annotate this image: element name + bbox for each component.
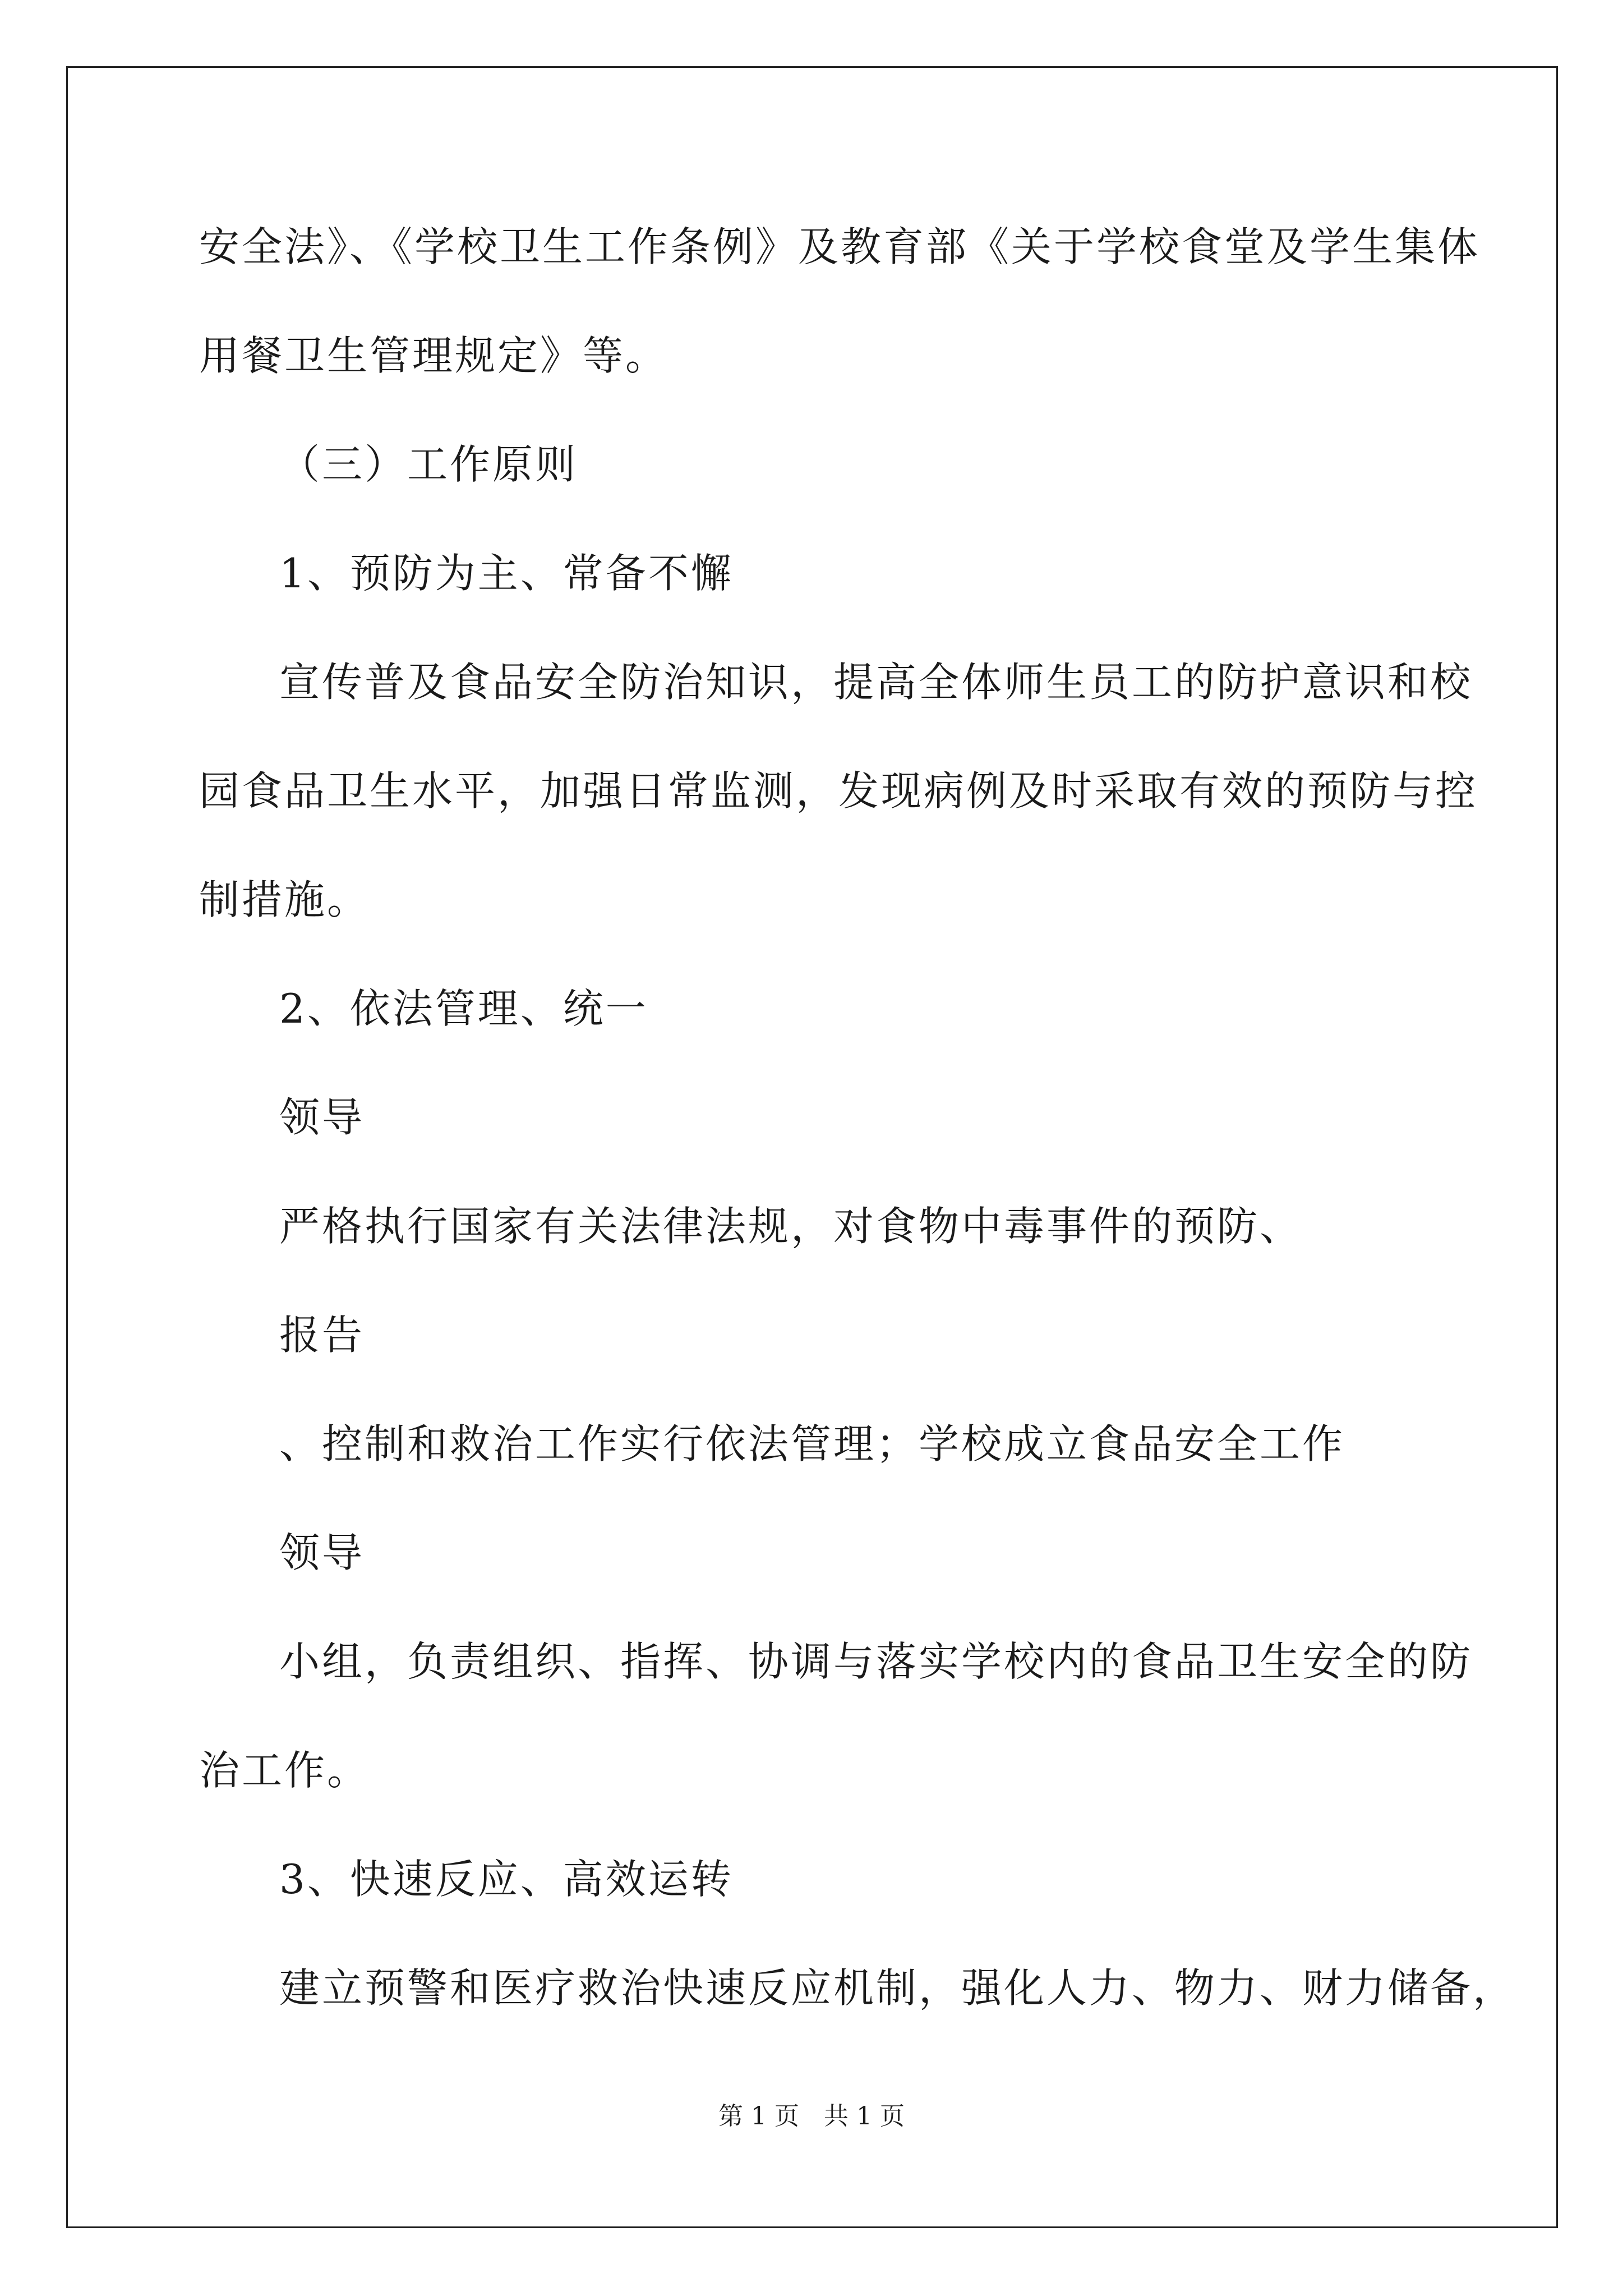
principle-heading-1: 1、预防为主、常备不懈 (279, 550, 734, 597)
text-line-10: 严格执行国家有关法律法规，对食物中毒事件的预防、 (279, 1203, 1303, 1250)
text-line-7: 制措施。 (199, 876, 370, 923)
text-line-11: 报告 (279, 1312, 365, 1359)
text-line-15: 治工作。 (199, 1747, 370, 1794)
principle-heading-3: 3、快速反应、高效运转 (279, 1856, 734, 1903)
principle-heading-2: 2、依法管理、统一 (279, 985, 648, 1032)
text-line-14: 小组，负责组织、指挥、协调与落实学校内的食品卫生安全的防 (279, 1638, 1473, 1685)
text-line-17: 建立预警和医疗救治快速反应机制，强化人力、物力、财力储备， (279, 1964, 1516, 2012)
page-border (66, 66, 1558, 2228)
section-heading: （三）工作原则 (279, 441, 578, 488)
text-line-13: 领导 (279, 1529, 365, 1576)
text-line-12: 、控制和救治工作实行依法管理；学校成立食品安全工作 (279, 1420, 1345, 1467)
page-number-footer: 第 1 页 共 1 页 (718, 2102, 905, 2131)
text-line-5: 宣传普及食品安全防治知识，提高全体师生员工的防护意识和校 (279, 659, 1473, 706)
text-line-1: 安全法》、《学校卫生工作条例》及教育部《关于学校食堂及学生集体 (199, 223, 1481, 270)
text-line-2: 用餐卫生管理规定》等。 (199, 332, 668, 379)
text-line-6: 园食品卫生水平，加强日常监测，发现病例及时采取有效的预防与控 (199, 767, 1478, 815)
text-line-9: 领导 (279, 1094, 365, 1141)
